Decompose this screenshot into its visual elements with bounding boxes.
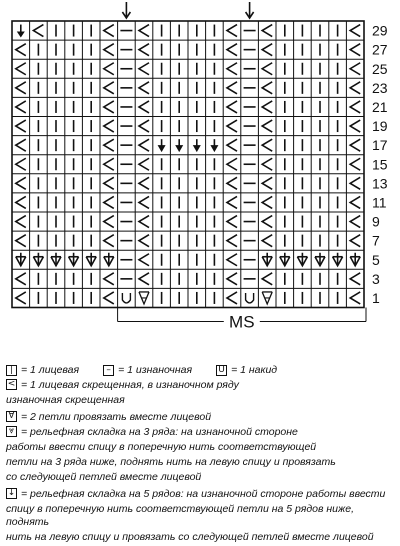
legend-knit-text: = 1 лицевая bbox=[21, 364, 80, 376]
legend-k2tog-text: = 2 петли провязать вместе лицевой bbox=[21, 411, 212, 423]
row-number-label: 17 bbox=[372, 137, 388, 154]
knit-symbol-icon: | bbox=[6, 365, 17, 376]
legend-crossed-text-2: изнаночная скрещенная bbox=[6, 394, 125, 406]
legend-fold3-cont3 bbox=[6, 471, 398, 484]
legend-fold5-cont1 bbox=[6, 503, 398, 529]
legend-fold3-text-4: со следующей петлей вместе лицевой bbox=[6, 471, 202, 483]
legend-fold3-cont2 bbox=[6, 456, 398, 469]
legend bbox=[6, 364, 398, 546]
legend-fold5-text: = рельефная складка на 5 рядов: на изнаночной стороне работы ввести bbox=[21, 488, 386, 500]
legend-yarn-over bbox=[216, 364, 277, 377]
row-number-label: 29 bbox=[372, 22, 388, 39]
legend-row-basic bbox=[6, 364, 398, 377]
row-number-label: 27 bbox=[372, 41, 388, 58]
row-number-label: 13 bbox=[372, 175, 388, 192]
legend-purl-text: = 1 изнаночная bbox=[118, 364, 193, 376]
row-number-label: 23 bbox=[372, 79, 388, 96]
row-number-label: 15 bbox=[372, 156, 388, 173]
legend-crossed-cont bbox=[6, 394, 398, 407]
k2tog-symbol-icon: ∀ bbox=[6, 411, 17, 422]
legend-fold3-text-3: петли на 3 ряда ниже, поднять нить на левую спицу и провязать bbox=[6, 456, 336, 468]
legend-crossed-text: = 1 лицевая скрещенная, в изнаночном ряду bbox=[21, 379, 239, 391]
purl-symbol-icon: – bbox=[103, 365, 114, 376]
legend-knit bbox=[6, 364, 79, 377]
legend-fold5-cont2 bbox=[6, 531, 398, 544]
row-number-label: 7 bbox=[372, 232, 380, 249]
row-number-label: 11 bbox=[372, 194, 387, 211]
row-number-label: 1 bbox=[372, 289, 380, 306]
yarn-over-symbol-icon: U bbox=[216, 365, 227, 376]
legend-k2tog bbox=[6, 411, 398, 424]
legend-yarn-over-text: = 1 накид bbox=[231, 364, 278, 376]
fold-5-rows-symbol-icon: ↓ bbox=[7, 488, 16, 498]
legend-purl bbox=[103, 364, 192, 377]
crossed-knit-symbol-icon: < bbox=[7, 379, 16, 389]
legend-fold5 bbox=[6, 488, 398, 501]
row-number-label: 25 bbox=[372, 60, 388, 77]
legend-fold5-text-3: нить на левую спицу и провязать со следующей петлей вместе лицевой bbox=[6, 531, 374, 543]
row-number-label: 21 bbox=[372, 98, 388, 115]
legend-fold3-cont1 bbox=[6, 441, 398, 454]
legend-crossed bbox=[6, 379, 398, 392]
legend-fold3-text: = рельефная складка на 3 ряда: на изнаночной стороне bbox=[21, 426, 298, 438]
ms-label: MS bbox=[229, 312, 255, 332]
legend-fold3-text-2: работы ввести спицу в поперечную нить соответствующей bbox=[6, 441, 317, 453]
row-number-label: 3 bbox=[372, 270, 380, 287]
legend-fold5-text-2: спицу в поперечную нить соответствующей петли на 5 рядов ниже, поднять bbox=[6, 503, 354, 528]
fold-3-rows-symbol-icon: ⩔ bbox=[6, 426, 17, 437]
row-number-label: 5 bbox=[372, 251, 380, 268]
row-number-label: 9 bbox=[372, 213, 380, 230]
row-number-label: 19 bbox=[372, 118, 388, 135]
legend-fold3 bbox=[6, 426, 398, 439]
